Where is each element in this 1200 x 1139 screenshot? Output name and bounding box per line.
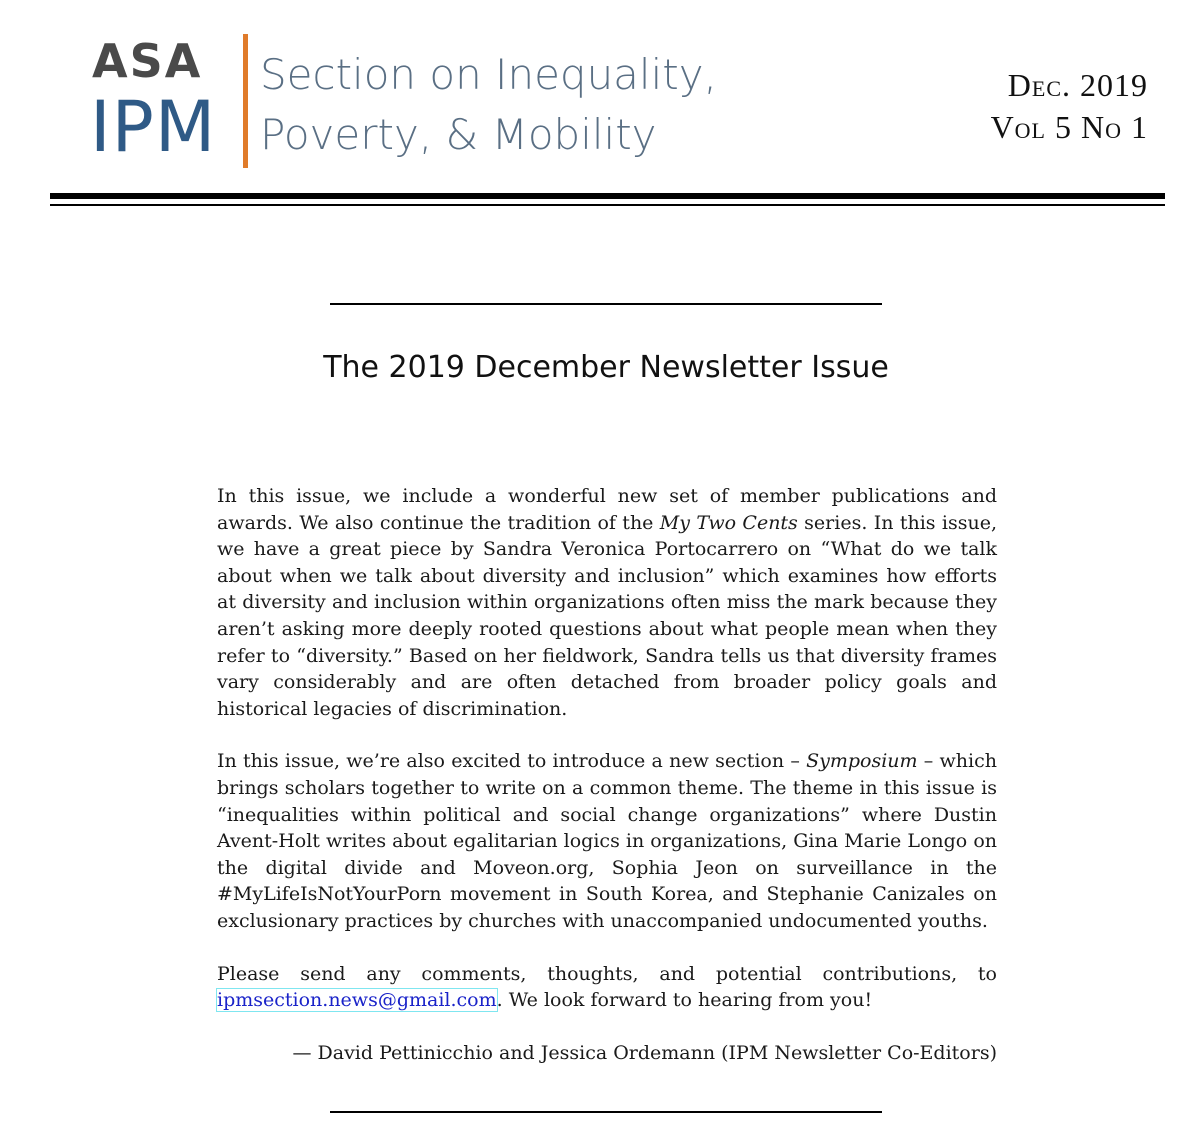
paragraph-intro [217,483,997,722]
asa-ipm-logo [88,30,728,170]
editors-signature: — David Pettinicchio and Jessica Ordemann (IPM Newsletter Co-Editors) [292,1041,997,1064]
paragraph-contact-text-a: Please send any comments, thoughts, and potential contributions, to [217,962,997,985]
paragraph-symposium-text-a: In this issue, we’re also excited to introduce a new section – [217,750,807,773]
logo-section-line-2: Poverty, & Mobility [260,110,657,159]
section-name: Symposium [806,750,918,773]
paragraph-symposium-text-b: – which brings scholars together to write on a common theme. The theme in this issue is “inequalities within political and social change organizations” where Dustin Avent-Holt writes about egalitarian logics in organizations, Gina Marie Longo on the digital divide and Moveon.org, Sophia Jeon on surveillance in the #MyLifeIsNotYourPorn movement in South Korea, and Stephanie Canizales on exclusionary practices by churches with unaccompanied undocumented youths. [217,750,997,932]
issue-volume: Vol 5 No 1 [990,109,1148,145]
footer-rule [330,1111,882,1113]
paragraph-contact-text-b: . We look forward to hearing from you! [496,989,873,1012]
title-rule-top [330,303,882,305]
issue-info [991,64,1148,148]
paragraph-intro-text-b: series. In this issue, we have a great piece by Sandra Veronica Portocarrero on “What do we talk about when we talk about diversity and inclusion” which examines how efforts at diversity and inclusion within organizations often miss the mark because they aren’t asking more deeply rooted questions about what people mean when they refer to “diversity.” Based on her fieldwork, Sandra tells us that diversity frames vary considerably and are often detached from broader policy goals and historical legacies of discrimination. [217,511,997,720]
newsletter-body [217,483,997,1092]
email-link[interactable]: ipmsection.news@gmail.com [217,989,497,1012]
paragraph-contact [217,961,997,1014]
issue-date: Dec. 2019 [1007,67,1148,103]
logo-ipm-text: IPM [90,86,217,168]
header-rule-thin [50,204,1165,206]
paragraph-intro-text-a: In this issue, we include a wonderful new set of member publications and awards. We also continue the tradition of the [217,485,997,534]
logo-asa-text: ASA [92,34,203,88]
header-rule-thick [50,193,1165,199]
series-title: My Two Cents [659,511,798,534]
logo-divider-bar [243,34,248,168]
page-title: The 2019 December Newsletter Issue [323,350,889,385]
paragraph-symposium [217,748,997,934]
logo-section-line-1: Section on Inequality, [260,50,717,99]
